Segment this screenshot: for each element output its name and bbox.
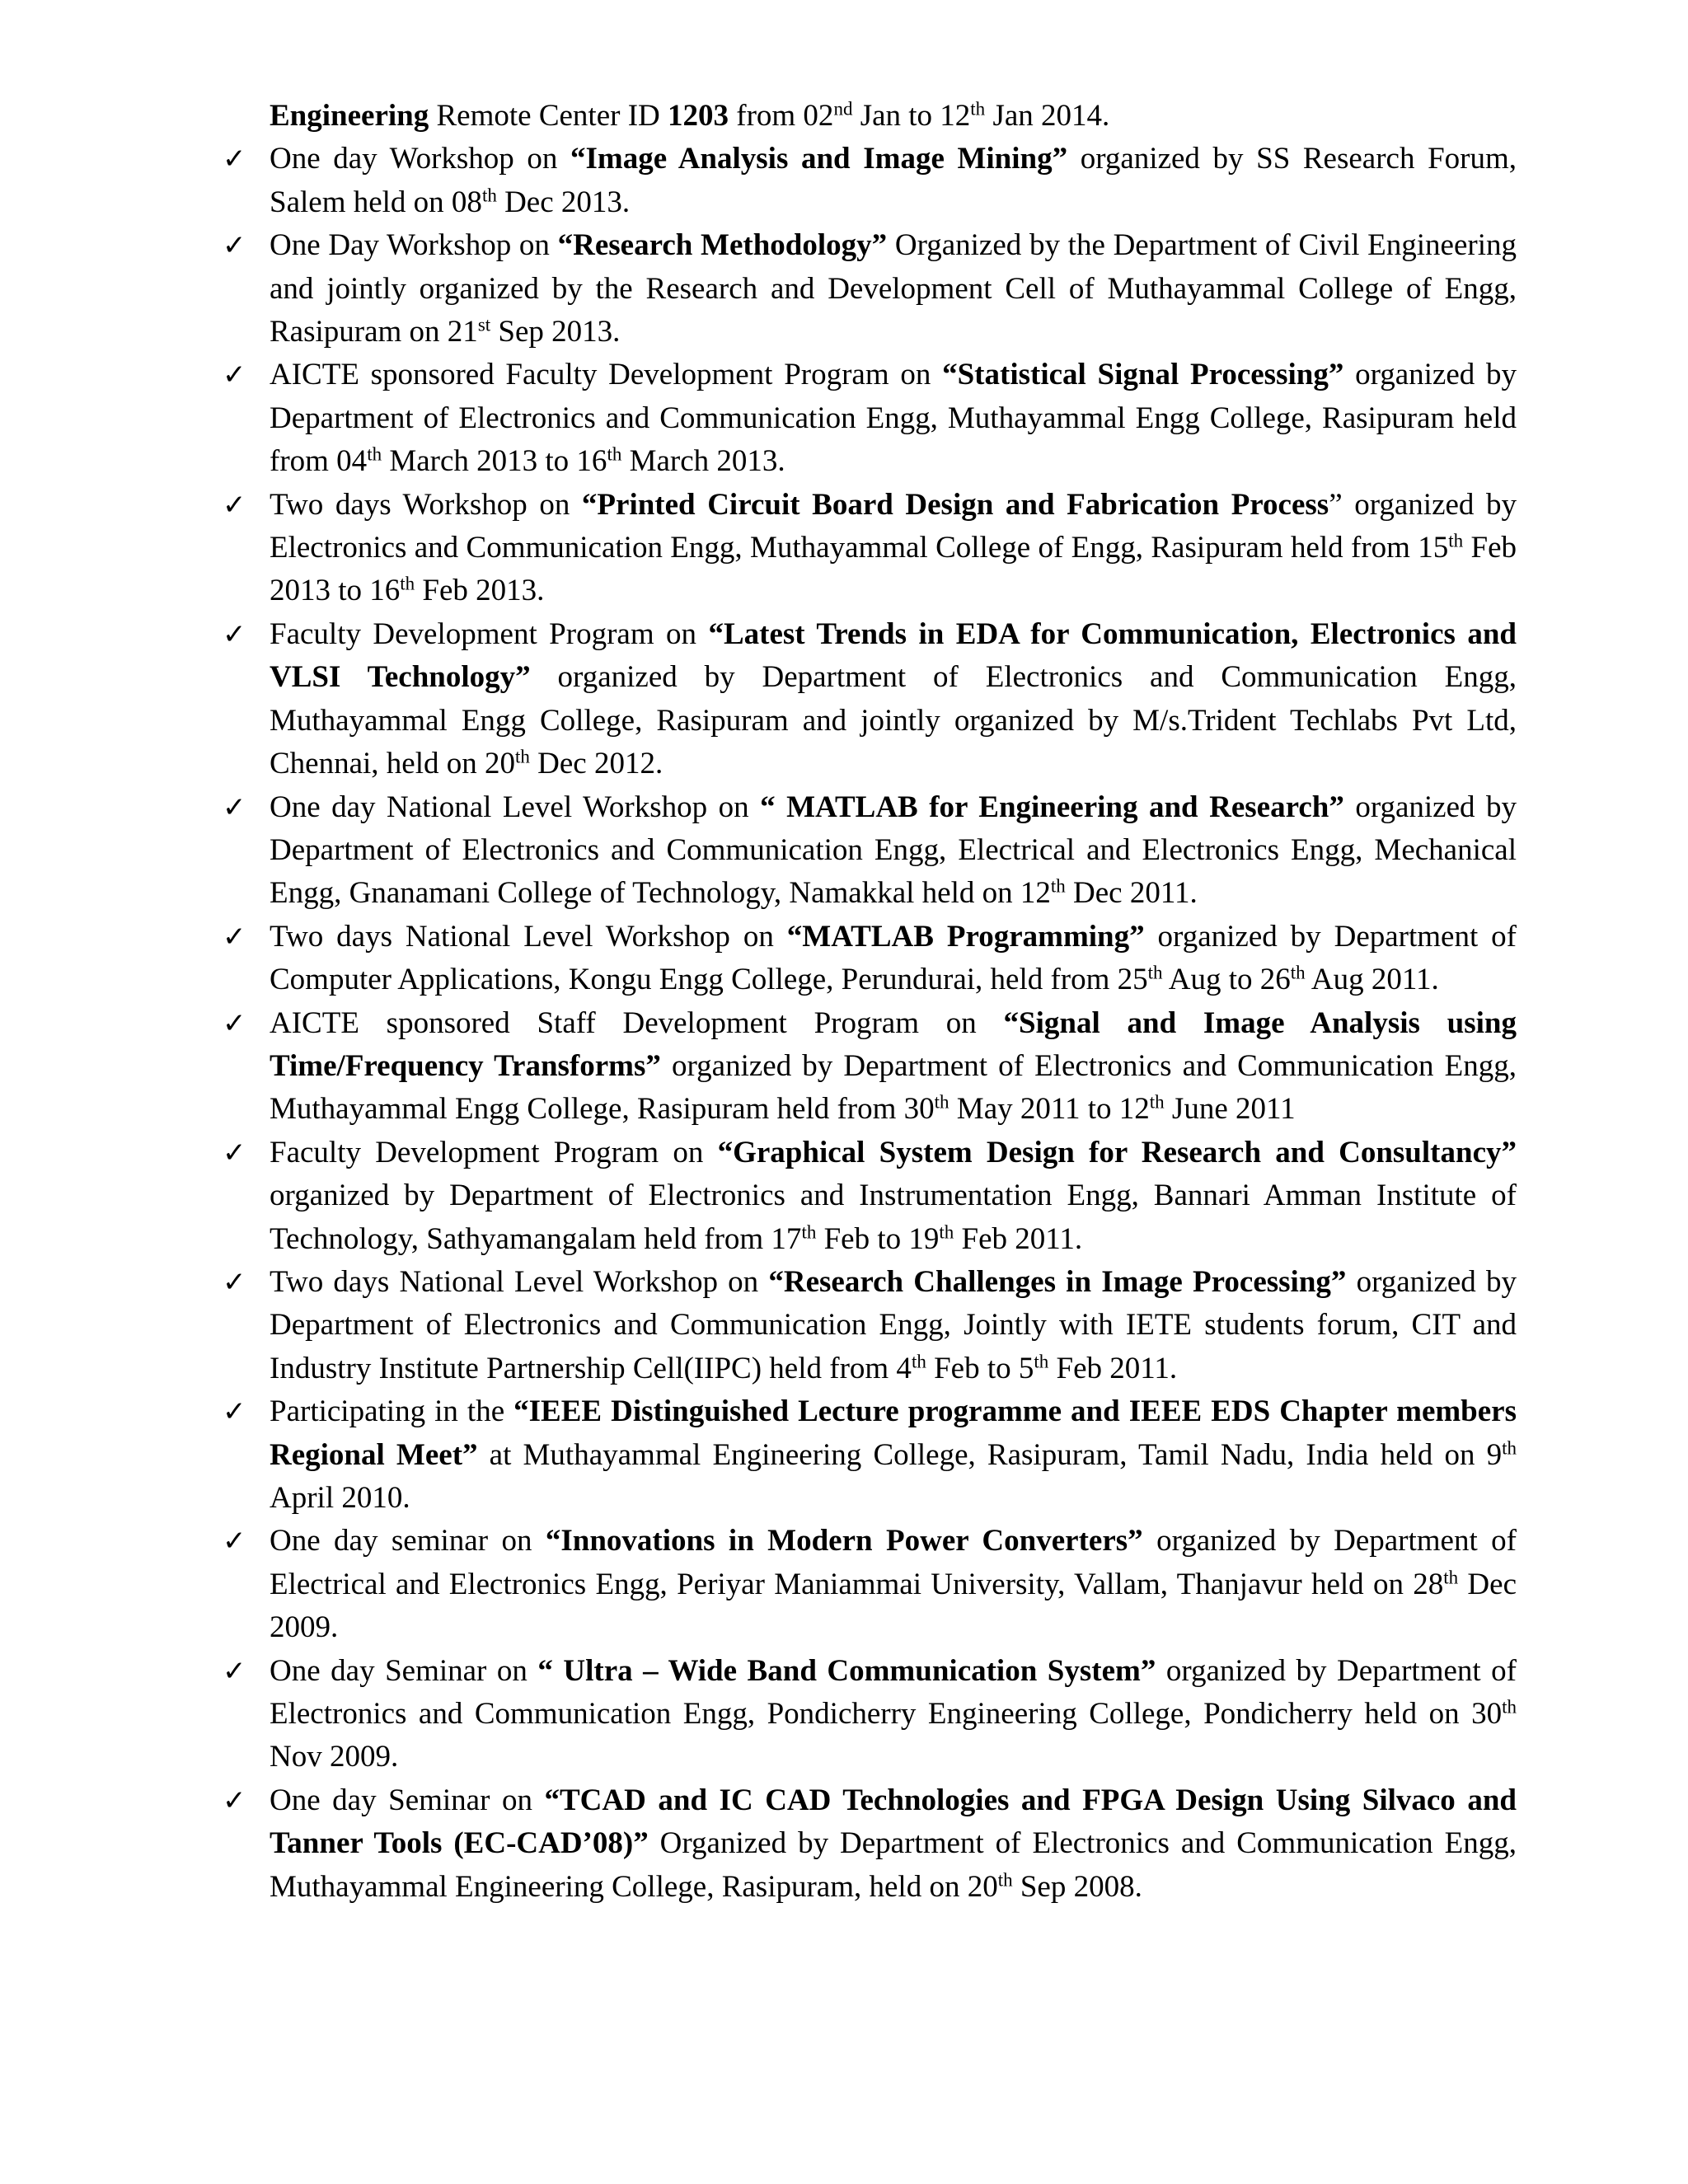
ordinal-suffix: th [911, 1351, 926, 1372]
ordinal-suffix: th [400, 573, 415, 594]
list-item [223, 138, 1517, 224]
text-run: April 2010. [270, 1481, 410, 1515]
bold-text: “Research Challenges in Image Processing” [768, 1264, 1347, 1299]
text-run: Jan to 12 [852, 99, 971, 133]
text-run: Feb to 19 [816, 1221, 940, 1256]
bold-text: “Image Analysis and Image Mining” [570, 142, 1068, 176]
text-run: Aug 2011. [1305, 963, 1439, 997]
text-run: May 2011 to 12 [949, 1092, 1150, 1127]
text-run: Nov 2009. [270, 1740, 399, 1774]
text-run: Sep 2008. [1012, 1869, 1142, 1904]
text-run: Feb to 5 [926, 1351, 1034, 1385]
list-item [223, 224, 1517, 354]
ordinal-suffix: st [477, 314, 491, 335]
bold-text: “Graphical System Design for Research and Consultancy” [717, 1135, 1517, 1169]
ordinal-suffix: th [1050, 875, 1066, 897]
ordinal-suffix: th [1502, 1696, 1517, 1718]
ordinal-suffix: th [367, 443, 382, 465]
ordinal-suffix: th [939, 1221, 954, 1242]
text-run: Feb 2011. [1048, 1351, 1178, 1385]
list-item [223, 1779, 1517, 1909]
checkmark-icon: ✓ [223, 359, 246, 392]
items-container [223, 138, 1517, 1909]
text-run: at Muthayammal Engineering College, Rasipuram, Tamil Nadu, India held on 9 [477, 1437, 1503, 1472]
text-run: Feb 2013 to 16 [270, 531, 1517, 608]
text-run: organized by Department of Electronics and Communication Engg, Pondicherry Engineering College, Pondicherry held on 30 [270, 1653, 1517, 1732]
text-run: AICTE sponsored Faculty Development Program on [270, 358, 943, 392]
text-run: Jan 2014. [985, 99, 1110, 133]
text-run: One day Workshop on [270, 142, 570, 176]
text-run: Dec 2009. [270, 1567, 1517, 1645]
text-run: organized by Department of Electrical and Electronics Engg, Periyar Maniammai University, Vallam, Thanjavur held on 28 [270, 1524, 1517, 1601]
bold-text: “Innovations in Modern Power Converters” [545, 1524, 1143, 1558]
ordinal-suffix: th [997, 1869, 1013, 1891]
list-item [223, 613, 1517, 786]
ordinal-suffix: th [1147, 962, 1163, 983]
text-run: Two days National Level Workshop on [270, 1264, 769, 1299]
text-run: Feb 2013. [415, 574, 545, 608]
bold-text: “Signal and Image Analysis using Time/Frequency Transforms” [270, 1005, 1517, 1083]
text-run: Dec 2013. [496, 185, 631, 219]
bold-text: “Printed Circuit Board Design and Fabrication Process [581, 487, 1329, 522]
ordinal-suffix: th [1149, 1091, 1165, 1113]
ordinal-suffix: th [970, 98, 986, 120]
list-item [223, 484, 1517, 613]
intro-continuation [223, 95, 1517, 138]
list-item [223, 1520, 1517, 1649]
text-run: ” organized by Electronics and Communication Engg, Muthayammal College of Engg, Rasipuram held from 15 [270, 487, 1517, 565]
ordinal-suffix: th [1502, 1436, 1517, 1458]
checkmark-icon: ✓ [223, 1525, 246, 1558]
bold-text: 1203 [668, 99, 729, 133]
text-run: June 2011 [1164, 1092, 1296, 1127]
bold-text: “ MATLAB for Engineering and Research” [760, 790, 1344, 824]
text-run: Organized by Department of Electronics and Communication Engg, Muthayammal Engineering College, Rasipuram, held on 20 [270, 1826, 1517, 1904]
list-item [223, 916, 1517, 1002]
list-item [223, 354, 1517, 483]
bold-text: “TCAD and IC CAD Technologies and FPGA Design Using Silvaco and Tanner Tools (EC-CAD’08)” [270, 1783, 1517, 1861]
list-item [223, 1002, 1517, 1132]
text-run: March 2013 to 16 [382, 444, 607, 479]
text-run: Feb 2011. [954, 1221, 1083, 1256]
bold-text: “MATLAB Programming” [786, 919, 1145, 954]
text-run: Sep 2013. [490, 315, 621, 349]
ordinal-suffix: th [1443, 1567, 1459, 1588]
text-run: organized by Department of Electronics and Communication Engg, Electrical and Electronics Engg, Mechanical Engg, Gnanamani College of Technology, Namakkal held on 12 [270, 790, 1517, 911]
ordinal-suffix: th [1448, 530, 1464, 551]
ordinal-suffix: th [801, 1221, 817, 1242]
checkmark-icon: ✓ [223, 920, 246, 954]
text-run: organized by Department of Electronics and Communication Engg, Muthayammal Engg College, Rasipuram held from 30 [270, 1048, 1517, 1127]
ordinal-suffix: th [1034, 1351, 1049, 1372]
list-item [223, 1390, 1517, 1520]
ordinal-suffix: nd [833, 98, 853, 120]
bold-text: “Statistical Signal Processing” [942, 358, 1344, 392]
text-run: Faculty Development Program on [270, 1135, 718, 1169]
text-run: organized by SS Research Forum, Salem held on 08 [270, 142, 1517, 219]
checkmark-icon: ✓ [223, 1006, 246, 1040]
text-run: One Day Workshop on [270, 228, 558, 263]
checkmark-icon: ✓ [223, 790, 246, 824]
text-run: March 2013. [621, 444, 785, 479]
text-run: from 02 [729, 99, 834, 133]
ordinal-suffix: th [934, 1091, 950, 1113]
text-run: Dec 2011. [1065, 876, 1198, 911]
text-run: One day seminar on [270, 1524, 546, 1558]
text-run: Aug to 26 [1162, 963, 1291, 997]
checkmark-icon: ✓ [223, 617, 246, 651]
text-run: organized by Department of Electronics and Communication Engg, Muthayammal Engg College, Rasipuram and jointly organized by M/s.Trident Techlabs Pvt Ltd, Chennai, held on 20 [270, 660, 1517, 781]
text-run: organized by Department of Computer Applications, Kongu Engg College, Perundurai, held from 25 [270, 919, 1517, 997]
bold-text: “ Ultra – Wide Band Communication System” [537, 1653, 1156, 1688]
ordinal-suffix: th [1290, 962, 1306, 983]
ordinal-suffix: th [481, 185, 497, 206]
ordinal-suffix: th [607, 443, 622, 465]
text-run: One day Seminar on [270, 1653, 538, 1688]
text-run: organized by Department of Electronics and Communication Engg, Muthayammal Engg College, Rasipuram held from 04 [270, 358, 1517, 479]
list-item [223, 1650, 1517, 1779]
text-run: One day Seminar on [270, 1783, 545, 1817]
text-run: organized by Department of Electronics and Instrumentation Engg, Bannari Amman Institute of Technology, Sathyamangalam held from 17 [270, 1179, 1517, 1256]
bold-text: “Research Methodology” [557, 228, 888, 263]
checkmark-icon: ✓ [223, 1783, 246, 1817]
text-run: Organized by the Department of Civil Engineering and jointly organized by the Research and Development Cell of Muthayammal College of Engg, Rasipuram on 21 [270, 228, 1517, 349]
list-item [223, 786, 1517, 916]
text-run: One day National Level Workshop on [270, 790, 761, 824]
text-run: Participating in the [270, 1394, 514, 1429]
workshop-list [223, 95, 1517, 1909]
text-run: Two days Workshop on [270, 487, 582, 522]
checkmark-icon: ✓ [223, 488, 246, 522]
text-run: Dec 2012. [529, 747, 663, 781]
checkmark-icon: ✓ [223, 1395, 246, 1429]
text-run: Remote Center ID [429, 99, 668, 133]
text-run: Faculty Development Program on [270, 616, 709, 651]
ordinal-suffix: th [515, 746, 530, 767]
checkmark-icon: ✓ [223, 143, 246, 176]
bold-text: “Latest Trends in EDA for Communication, Electronics and VLSI Technology” [270, 616, 1517, 695]
checkmark-icon: ✓ [223, 1136, 246, 1169]
list-item [223, 1261, 1517, 1390]
list-item [223, 1132, 1517, 1261]
bold-text: Engineering [270, 99, 429, 133]
checkmark-icon: ✓ [223, 1654, 246, 1688]
text-run: organized by Department of Electronics and Communication Engg, Jointly with IETE students forum, CIT and Industry Institute Partnership Cell(IIPC) held from 4 [270, 1264, 1517, 1385]
checkmark-icon: ✓ [223, 1265, 246, 1299]
bold-text: “IEEE Distinguished Lecture programme and IEEE EDS Chapter members Regional Meet” [270, 1394, 1517, 1472]
checkmark-icon: ✓ [223, 229, 246, 263]
text-run: Two days National Level Workshop on [270, 919, 787, 954]
text-run: AICTE sponsored Staff Development Program on [270, 1005, 1004, 1040]
